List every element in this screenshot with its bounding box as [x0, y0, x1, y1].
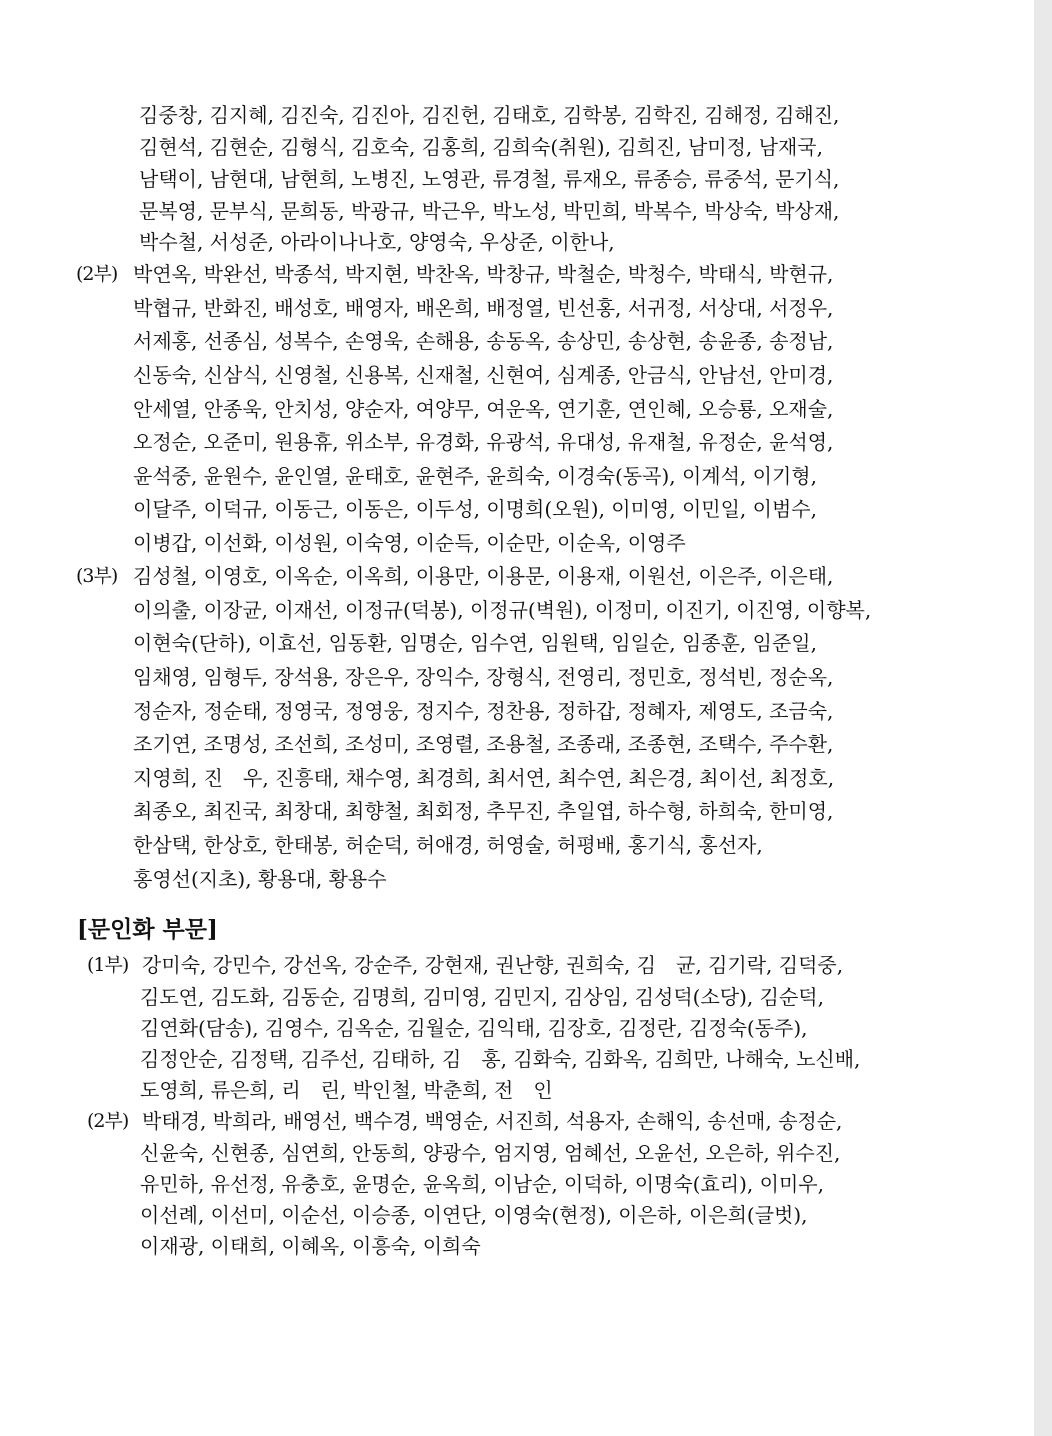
- name-list-line: 최종오, 최진국, 최창대, 최향철, 최회정, 추무진, 추일엽, 하수형, 하희숙, 한미영,: [133, 799, 834, 823]
- name-list-line: 이재광, 이태희, 이혜옥, 이흥숙, 이희숙: [140, 1234, 481, 1258]
- name-list-line: 이병갑, 이선화, 이성원, 이숙영, 이순득, 이순만, 이순옥, 이영주: [133, 531, 686, 555]
- name-list-line: 정순자, 정순태, 정영국, 정영웅, 정지수, 정찬용, 정하갑, 정혜자, 제영도, 조금숙,: [133, 699, 834, 723]
- name-list-line: 이선례, 이선미, 이순선, 이승종, 이연단, 이영숙(현정), 이은하, 이은희(글벗),: [140, 1203, 808, 1227]
- name-list-line: 김성철, 이영호, 이옥순, 이옥희, 이용만, 이용문, 이용재, 이원선, 이은주, 이은태,: [133, 564, 834, 588]
- group-label: (2부): [76, 263, 118, 285]
- name-list-line: 신동숙, 신삼식, 신영철, 신용복, 신재철, 신현여, 심계종, 안금식, 안남선, 안미경,: [133, 363, 834, 387]
- name-list-line: 한삼택, 한상호, 한태봉, 허순덕, 허애경, 허영술, 허평배, 홍기식, 홍선자,: [133, 833, 763, 857]
- group-label: (1부): [87, 954, 129, 976]
- name-list-line: 서제홍, 선종심, 성복수, 손영욱, 손해용, 송동옥, 송상민, 송상현, 송윤종, 송정남,: [133, 329, 834, 353]
- name-list-line: 김도연, 김도화, 김동순, 김명희, 김미영, 김민지, 김상임, 김성덕(소당), 김순덕,: [140, 985, 824, 1009]
- name-list-line: 문복영, 문부식, 문희동, 박광규, 박근우, 박노성, 박민희, 박복수, 박상숙, 박상재,: [139, 199, 840, 223]
- name-list-line: 남택이, 남현대, 남현희, 노병진, 노영관, 류경철, 류재오, 류종승, 류중석, 문기식,: [139, 167, 840, 191]
- name-list-line: 이의출, 이장균, 이재선, 이정규(덕봉), 이정규(벽원), 이정미, 이진기, 이진영, 이향복,: [133, 598, 872, 622]
- name-list-line: 임채영, 임형두, 장석용, 장은우, 장익수, 장형식, 전영리, 정민호, 정석빈, 정순옥,: [133, 665, 834, 689]
- name-list-line: 오정순, 오준미, 원용휴, 위소부, 유경화, 유광석, 유대성, 유재철, 유정순, 윤석영,: [133, 430, 834, 454]
- name-list-line: 이달주, 이덕규, 이동근, 이동은, 이두성, 이명희(오원), 이미영, 이민일, 이범수,: [133, 497, 817, 521]
- name-list-line: 강미숙, 강민수, 강선옥, 강순주, 강현재, 권난향, 권희숙, 김 균, 김기락, 김덕중,: [142, 953, 844, 977]
- name-list-line: 홍영선(지초), 황용대, 황용수: [133, 867, 387, 891]
- name-list-line: 김정안순, 김정택, 김주선, 김태하, 김 홍, 김화숙, 김화옥, 김희만, 나해숙, 노신배,: [140, 1047, 861, 1071]
- name-list-line: 김중창, 김지혜, 김진숙, 김진아, 김진헌, 김태호, 김학봉, 김학진, 김해정, 김해진,: [139, 103, 840, 127]
- scrollbar-track[interactable]: [1034, 0, 1052, 1436]
- name-list-line: 신윤숙, 신현종, 심연희, 안동희, 양광수, 엄지영, 엄혜선, 오윤선, 오은하, 위수진,: [140, 1141, 841, 1165]
- name-list-line: 지영희, 진 우, 진흥태, 채수영, 최경희, 최서연, 최수연, 최은경, 최이선, 최정호,: [133, 766, 835, 790]
- name-list-line: 안세열, 안종욱, 안치성, 양순자, 여양무, 여운옥, 연기훈, 연인혜, 오승룡, 오재술,: [133, 397, 834, 421]
- name-list-line: 박협규, 반화진, 배성호, 배영자, 배온희, 배정열, 빈선홍, 서귀정, 서상대, 서정우,: [133, 296, 834, 320]
- group-label: (2부): [87, 1110, 129, 1132]
- name-list-line: 도영희, 류은희, 리 린, 박인철, 박춘희, 전 인: [140, 1078, 553, 1102]
- name-list-line: 박태경, 박희라, 배영선, 백수경, 백영순, 서진희, 석용자, 손해익, 송선매, 송정순,: [142, 1109, 843, 1133]
- name-list-line: 유민하, 유선정, 유충호, 윤명순, 윤옥희, 이남순, 이덕하, 이명숙(효리), 이미우,: [140, 1172, 824, 1196]
- name-list-line: 김현석, 김현순, 김형식, 김호숙, 김홍희, 김희숙(취원), 김희진, 남미정, 남재국,: [139, 135, 823, 159]
- section-heading: [문인화 부문]: [77, 916, 218, 943]
- name-list-line: 박수철, 서성준, 아라이나나호, 양영숙, 우상준, 이한나,: [139, 230, 615, 254]
- name-list-line: 김연화(담송), 김영수, 김옥순, 김월순, 김익태, 김장호, 김정란, 김정숙(동주),: [140, 1016, 808, 1040]
- name-list-line: 윤석중, 윤원수, 윤인열, 윤태호, 윤현주, 윤희숙, 이경숙(동곡), 이계석, 이기형,: [133, 464, 817, 488]
- name-list-line: 이현숙(단하), 이효선, 임동환, 임명순, 임수연, 임원택, 임일순, 임종훈, 임준일,: [133, 631, 817, 655]
- group-label: (3부): [76, 565, 118, 587]
- name-list-line: 조기연, 조명성, 조선희, 조성미, 조영렬, 조용철, 조종래, 조종현, 조택수, 주수환,: [133, 732, 834, 756]
- name-list-line: 박연옥, 박완선, 박종석, 박지현, 박찬옥, 박창규, 박철순, 박청수, 박태식, 박현규,: [133, 262, 834, 286]
